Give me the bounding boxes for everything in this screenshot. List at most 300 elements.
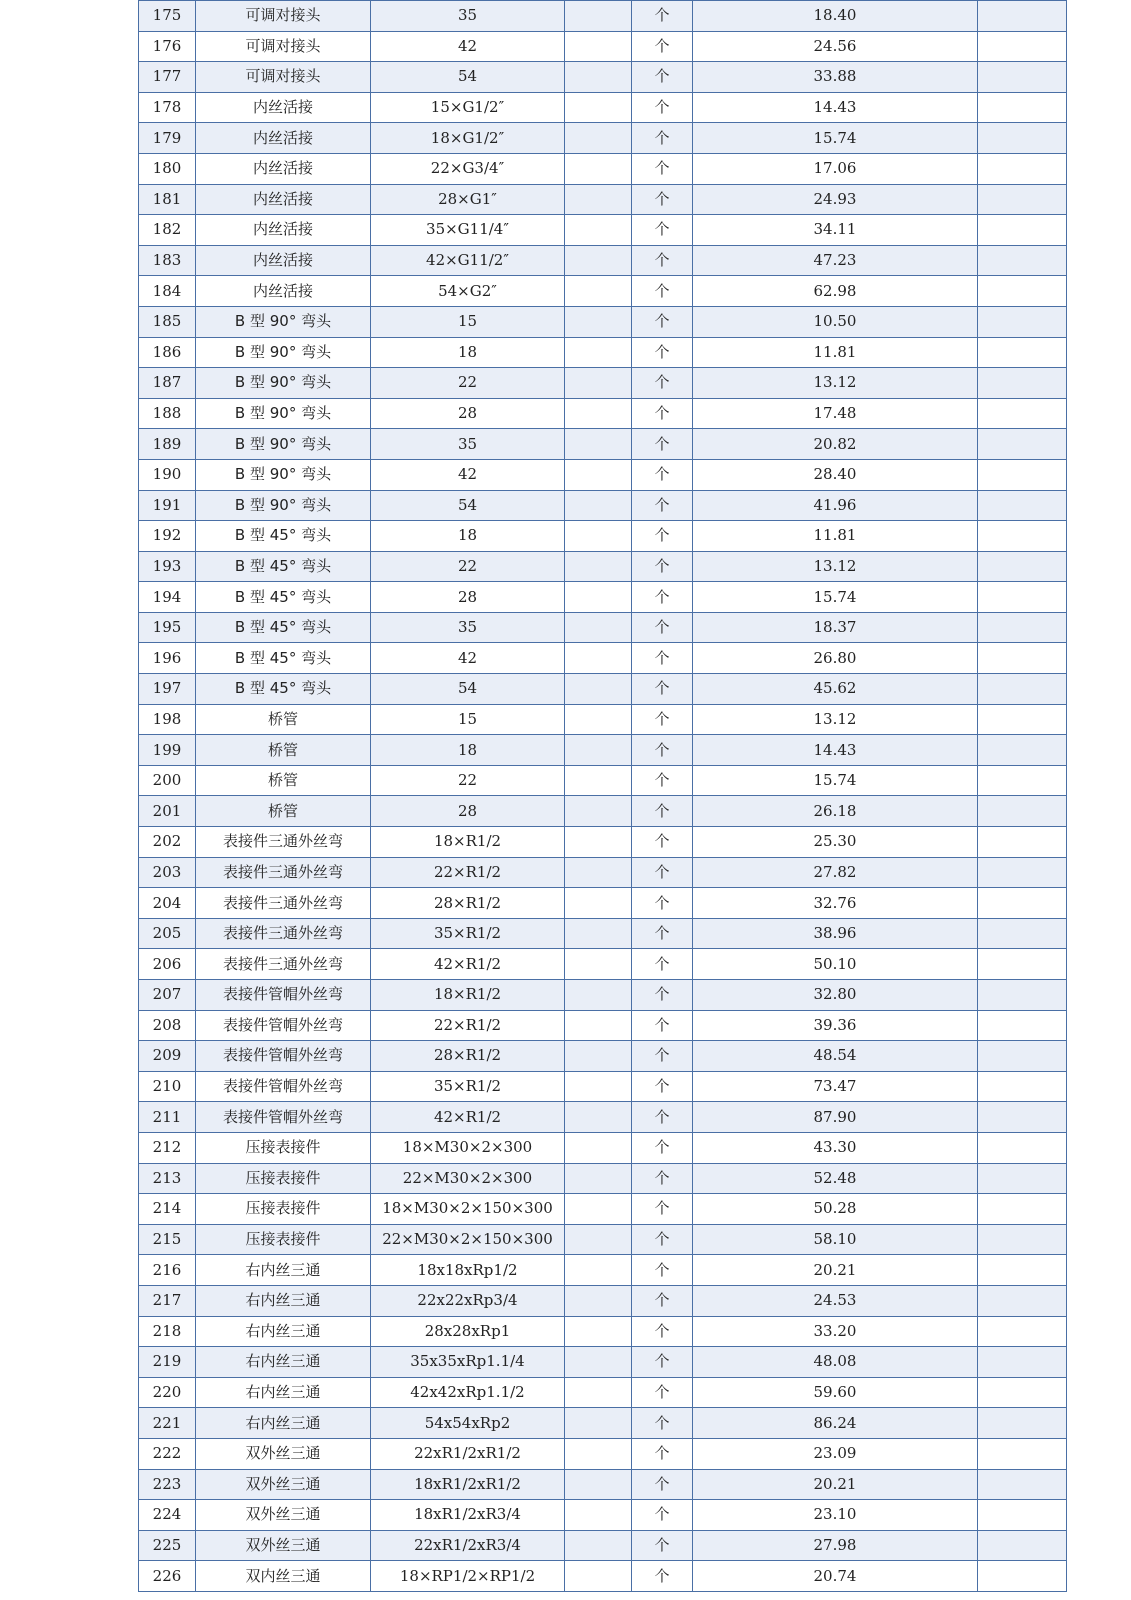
spec-cell: 35 xyxy=(371,429,565,460)
unit-cell: 个 xyxy=(632,398,693,429)
price-cell: 14.43 xyxy=(693,92,978,123)
row-number-cell: 212 xyxy=(139,1132,196,1163)
unit-cell: 个 xyxy=(632,704,693,735)
table-row xyxy=(139,1,1067,32)
unit-cell: 个 xyxy=(632,62,693,93)
item-name-cell: 右内丝三通 xyxy=(196,1285,371,1316)
note-cell xyxy=(978,398,1067,429)
table-row xyxy=(139,62,1067,93)
price-cell: 45.62 xyxy=(693,674,978,705)
unit-cell: 个 xyxy=(632,1132,693,1163)
note-cell xyxy=(978,368,1067,399)
note-cell xyxy=(978,1408,1067,1439)
blank-cell xyxy=(565,796,632,827)
item-name-cell: 双内丝三通 xyxy=(196,1561,371,1592)
table-row xyxy=(139,735,1067,766)
item-name-cell: B 型 90° 弯头 xyxy=(196,306,371,337)
row-number-cell: 187 xyxy=(139,368,196,399)
row-number-cell: 192 xyxy=(139,521,196,552)
item-name-cell: 桥管 xyxy=(196,735,371,766)
unit-cell: 个 xyxy=(632,1163,693,1194)
row-number-cell: 180 xyxy=(139,153,196,184)
table-row xyxy=(139,551,1067,582)
price-cell: 11.81 xyxy=(693,337,978,368)
unit-cell: 个 xyxy=(632,949,693,980)
table-row xyxy=(139,215,1067,246)
row-number-cell: 215 xyxy=(139,1224,196,1255)
table-body xyxy=(139,1,1067,1592)
table-row xyxy=(139,1163,1067,1194)
table-row xyxy=(139,1010,1067,1041)
spec-cell: 22xR1/2xR3/4 xyxy=(371,1530,565,1561)
item-name-cell: 可调对接头 xyxy=(196,62,371,93)
item-name-cell: 桥管 xyxy=(196,796,371,827)
note-cell xyxy=(978,1071,1067,1102)
table-row xyxy=(139,827,1067,858)
note-cell xyxy=(978,1041,1067,1072)
item-name-cell: 右内丝三通 xyxy=(196,1347,371,1378)
table-row xyxy=(139,1224,1067,1255)
price-cell: 17.06 xyxy=(693,153,978,184)
price-cell: 20.82 xyxy=(693,429,978,460)
spec-cell: 35×R1/2 xyxy=(371,1071,565,1102)
blank-cell xyxy=(565,1163,632,1194)
price-cell: 38.96 xyxy=(693,918,978,949)
item-name-cell: 内丝活接 xyxy=(196,245,371,276)
blank-cell xyxy=(565,1347,632,1378)
blank-cell xyxy=(565,918,632,949)
blank-cell xyxy=(565,490,632,521)
row-number-cell: 188 xyxy=(139,398,196,429)
blank-cell xyxy=(565,1132,632,1163)
row-number-cell: 209 xyxy=(139,1041,196,1072)
note-cell xyxy=(978,1561,1067,1592)
row-number-cell: 186 xyxy=(139,337,196,368)
item-name-cell: 内丝活接 xyxy=(196,92,371,123)
note-cell xyxy=(978,1469,1067,1500)
unit-cell: 个 xyxy=(632,1255,693,1286)
row-number-cell: 196 xyxy=(139,643,196,674)
price-cell: 34.11 xyxy=(693,215,978,246)
row-number-cell: 176 xyxy=(139,31,196,62)
table-row xyxy=(139,184,1067,215)
price-cell: 52.48 xyxy=(693,1163,978,1194)
blank-cell xyxy=(565,1438,632,1469)
blank-cell xyxy=(565,215,632,246)
unit-cell: 个 xyxy=(632,674,693,705)
row-number-cell: 208 xyxy=(139,1010,196,1041)
spec-cell: 18×M30×2×150×300 xyxy=(371,1194,565,1225)
unit-cell: 个 xyxy=(632,1194,693,1225)
spec-cell: 54×G2″ xyxy=(371,276,565,307)
price-cell: 15.74 xyxy=(693,123,978,154)
row-number-cell: 198 xyxy=(139,704,196,735)
unit-cell: 个 xyxy=(632,184,693,215)
price-cell: 43.30 xyxy=(693,1132,978,1163)
note-cell xyxy=(978,1163,1067,1194)
unit-cell: 个 xyxy=(632,735,693,766)
item-name-cell: 右内丝三通 xyxy=(196,1377,371,1408)
spec-cell: 35×R1/2 xyxy=(371,918,565,949)
price-cell: 28.40 xyxy=(693,459,978,490)
item-name-cell: 压接表接件 xyxy=(196,1163,371,1194)
table-row xyxy=(139,1347,1067,1378)
price-cell: 32.76 xyxy=(693,888,978,919)
blank-cell xyxy=(565,398,632,429)
blank-cell xyxy=(565,429,632,460)
blank-cell xyxy=(565,245,632,276)
spec-cell: 18xR1/2xR3/4 xyxy=(371,1500,565,1531)
blank-cell xyxy=(565,1194,632,1225)
item-name-cell: 右内丝三通 xyxy=(196,1408,371,1439)
note-cell xyxy=(978,459,1067,490)
item-name-cell: 表接件三通外丝弯 xyxy=(196,949,371,980)
item-name-cell: 内丝活接 xyxy=(196,184,371,215)
row-number-cell: 210 xyxy=(139,1071,196,1102)
price-cell: 10.50 xyxy=(693,306,978,337)
item-name-cell: B 型 45° 弯头 xyxy=(196,551,371,582)
blank-cell xyxy=(565,582,632,613)
price-cell: 50.28 xyxy=(693,1194,978,1225)
unit-cell: 个 xyxy=(632,92,693,123)
note-cell xyxy=(978,949,1067,980)
table-row xyxy=(139,306,1067,337)
spec-cell: 22×M30×2×150×300 xyxy=(371,1224,565,1255)
item-name-cell: 压接表接件 xyxy=(196,1194,371,1225)
row-number-cell: 218 xyxy=(139,1316,196,1347)
blank-cell xyxy=(565,184,632,215)
blank-cell xyxy=(565,92,632,123)
table-row xyxy=(139,1438,1067,1469)
table-row xyxy=(139,612,1067,643)
row-number-cell: 221 xyxy=(139,1408,196,1439)
spec-cell: 28×R1/2 xyxy=(371,1041,565,1072)
unit-cell: 个 xyxy=(632,459,693,490)
table-row xyxy=(139,918,1067,949)
unit-cell: 个 xyxy=(632,276,693,307)
price-cell: 23.10 xyxy=(693,1500,978,1531)
spec-cell: 18 xyxy=(371,735,565,766)
spec-cell: 22x22xRp3/4 xyxy=(371,1285,565,1316)
spec-cell: 15 xyxy=(371,306,565,337)
spec-cell: 28x28xRp1 xyxy=(371,1316,565,1347)
note-cell xyxy=(978,857,1067,888)
item-name-cell: 内丝活接 xyxy=(196,153,371,184)
row-number-cell: 211 xyxy=(139,1102,196,1133)
unit-cell: 个 xyxy=(632,153,693,184)
item-name-cell: 内丝活接 xyxy=(196,123,371,154)
item-name-cell: B 型 45° 弯头 xyxy=(196,612,371,643)
item-name-cell: 表接件三通外丝弯 xyxy=(196,888,371,919)
table-row xyxy=(139,1255,1067,1286)
unit-cell: 个 xyxy=(632,551,693,582)
unit-cell: 个 xyxy=(632,1408,693,1439)
blank-cell xyxy=(565,123,632,154)
item-name-cell: 表接件管帽外丝弯 xyxy=(196,1041,371,1072)
item-name-cell: 桥管 xyxy=(196,765,371,796)
spec-cell: 15×G1/2″ xyxy=(371,92,565,123)
spec-cell: 18×M30×2×300 xyxy=(371,1132,565,1163)
item-name-cell: 表接件管帽外丝弯 xyxy=(196,1010,371,1041)
price-cell: 20.74 xyxy=(693,1561,978,1592)
note-cell xyxy=(978,1010,1067,1041)
price-cell: 18.37 xyxy=(693,612,978,643)
spec-cell: 22 xyxy=(371,368,565,399)
item-name-cell: B 型 45° 弯头 xyxy=(196,674,371,705)
blank-cell xyxy=(565,735,632,766)
item-name-cell: 可调对接头 xyxy=(196,1,371,32)
price-cell: 15.74 xyxy=(693,765,978,796)
spec-cell: 22×R1/2 xyxy=(371,857,565,888)
table-row xyxy=(139,521,1067,552)
unit-cell: 个 xyxy=(632,888,693,919)
item-name-cell: B 型 45° 弯头 xyxy=(196,643,371,674)
table-row xyxy=(139,1285,1067,1316)
spec-cell: 42×G11/2″ xyxy=(371,245,565,276)
table-row xyxy=(139,368,1067,399)
price-cell: 48.08 xyxy=(693,1347,978,1378)
row-number-cell: 207 xyxy=(139,980,196,1011)
price-cell: 24.56 xyxy=(693,31,978,62)
item-name-cell: B 型 45° 弯头 xyxy=(196,521,371,552)
row-number-cell: 182 xyxy=(139,215,196,246)
table-row xyxy=(139,1469,1067,1500)
table-row xyxy=(139,1561,1067,1592)
row-number-cell: 223 xyxy=(139,1469,196,1500)
note-cell xyxy=(978,551,1067,582)
spec-cell: 54 xyxy=(371,674,565,705)
blank-cell xyxy=(565,1469,632,1500)
item-name-cell: 桥管 xyxy=(196,704,371,735)
note-cell xyxy=(978,674,1067,705)
table-row xyxy=(139,490,1067,521)
blank-cell xyxy=(565,31,632,62)
unit-cell: 个 xyxy=(632,1285,693,1316)
table-row xyxy=(139,796,1067,827)
table-row xyxy=(139,643,1067,674)
item-name-cell: 双外丝三通 xyxy=(196,1530,371,1561)
item-name-cell: B 型 90° 弯头 xyxy=(196,459,371,490)
spec-cell: 22×G3/4″ xyxy=(371,153,565,184)
note-cell xyxy=(978,306,1067,337)
row-number-cell: 175 xyxy=(139,1,196,32)
blank-cell xyxy=(565,704,632,735)
price-cell: 27.82 xyxy=(693,857,978,888)
blank-cell xyxy=(565,368,632,399)
table-row xyxy=(139,1041,1067,1072)
note-cell xyxy=(978,765,1067,796)
unit-cell: 个 xyxy=(632,857,693,888)
unit-cell: 个 xyxy=(632,918,693,949)
item-name-cell: 右内丝三通 xyxy=(196,1255,371,1286)
row-number-cell: 200 xyxy=(139,765,196,796)
item-name-cell: B 型 45° 弯头 xyxy=(196,582,371,613)
blank-cell xyxy=(565,1408,632,1439)
item-name-cell: B 型 90° 弯头 xyxy=(196,490,371,521)
unit-cell: 个 xyxy=(632,1041,693,1072)
blank-cell xyxy=(565,153,632,184)
note-cell xyxy=(978,704,1067,735)
table-row xyxy=(139,459,1067,490)
price-cell: 48.54 xyxy=(693,1041,978,1072)
price-cell: 13.12 xyxy=(693,551,978,582)
row-number-cell: 202 xyxy=(139,827,196,858)
price-cell: 39.36 xyxy=(693,1010,978,1041)
blank-cell xyxy=(565,674,632,705)
item-name-cell: 压接表接件 xyxy=(196,1224,371,1255)
blank-cell xyxy=(565,980,632,1011)
unit-cell: 个 xyxy=(632,1010,693,1041)
unit-cell: 个 xyxy=(632,337,693,368)
unit-cell: 个 xyxy=(632,31,693,62)
item-name-cell: 表接件三通外丝弯 xyxy=(196,857,371,888)
row-number-cell: 222 xyxy=(139,1438,196,1469)
item-name-cell: 表接件三通外丝弯 xyxy=(196,918,371,949)
table-row xyxy=(139,949,1067,980)
unit-cell: 个 xyxy=(632,796,693,827)
unit-cell: 个 xyxy=(632,490,693,521)
spec-cell: 18x18xRp1/2 xyxy=(371,1255,565,1286)
note-cell xyxy=(978,1132,1067,1163)
price-cell: 50.10 xyxy=(693,949,978,980)
price-cell: 73.47 xyxy=(693,1071,978,1102)
blank-cell xyxy=(565,1071,632,1102)
table-row xyxy=(139,857,1067,888)
price-cell: 87.90 xyxy=(693,1102,978,1133)
spec-cell: 42×R1/2 xyxy=(371,949,565,980)
unit-cell: 个 xyxy=(632,1347,693,1378)
item-name-cell: 内丝活接 xyxy=(196,215,371,246)
table-row xyxy=(139,153,1067,184)
row-number-cell: 189 xyxy=(139,429,196,460)
note-cell xyxy=(978,215,1067,246)
blank-cell xyxy=(565,1500,632,1531)
table-row xyxy=(139,674,1067,705)
item-name-cell: B 型 90° 弯头 xyxy=(196,429,371,460)
spec-cell: 18×G1/2″ xyxy=(371,123,565,154)
note-cell xyxy=(978,245,1067,276)
unit-cell: 个 xyxy=(632,643,693,674)
note-cell xyxy=(978,796,1067,827)
blank-cell xyxy=(565,1102,632,1133)
row-number-cell: 193 xyxy=(139,551,196,582)
spec-cell: 18xR1/2xR1/2 xyxy=(371,1469,565,1500)
note-cell xyxy=(978,31,1067,62)
note-cell xyxy=(978,735,1067,766)
note-cell xyxy=(978,62,1067,93)
spec-cell: 28 xyxy=(371,582,565,613)
item-name-cell: 表接件管帽外丝弯 xyxy=(196,980,371,1011)
row-number-cell: 226 xyxy=(139,1561,196,1592)
blank-cell xyxy=(565,643,632,674)
table-row xyxy=(139,1377,1067,1408)
blank-cell xyxy=(565,459,632,490)
price-cell: 26.80 xyxy=(693,643,978,674)
row-number-cell: 213 xyxy=(139,1163,196,1194)
blank-cell xyxy=(565,306,632,337)
price-cell: 26.18 xyxy=(693,796,978,827)
spec-cell: 15 xyxy=(371,704,565,735)
note-cell xyxy=(978,1224,1067,1255)
note-cell xyxy=(978,153,1067,184)
row-number-cell: 191 xyxy=(139,490,196,521)
unit-cell: 个 xyxy=(632,368,693,399)
note-cell xyxy=(978,92,1067,123)
spec-cell: 28 xyxy=(371,398,565,429)
item-name-cell: 表接件三通外丝弯 xyxy=(196,827,371,858)
blank-cell xyxy=(565,765,632,796)
unit-cell: 个 xyxy=(632,1071,693,1102)
spec-cell: 18×R1/2 xyxy=(371,827,565,858)
row-number-cell: 185 xyxy=(139,306,196,337)
unit-cell: 个 xyxy=(632,429,693,460)
price-cell: 18.40 xyxy=(693,1,978,32)
note-cell xyxy=(978,1255,1067,1286)
price-cell: 17.48 xyxy=(693,398,978,429)
price-cell: 32.80 xyxy=(693,980,978,1011)
unit-cell: 个 xyxy=(632,1102,693,1133)
row-number-cell: 179 xyxy=(139,123,196,154)
row-number-cell: 203 xyxy=(139,857,196,888)
spec-cell: 22×M30×2×300 xyxy=(371,1163,565,1194)
table-row xyxy=(139,582,1067,613)
table-row xyxy=(139,888,1067,919)
note-cell xyxy=(978,1102,1067,1133)
blank-cell xyxy=(565,1255,632,1286)
unit-cell: 个 xyxy=(632,1561,693,1592)
row-number-cell: 199 xyxy=(139,735,196,766)
blank-cell xyxy=(565,551,632,582)
blank-cell xyxy=(565,1561,632,1592)
price-cell: 11.81 xyxy=(693,521,978,552)
blank-cell xyxy=(565,827,632,858)
price-cell: 33.20 xyxy=(693,1316,978,1347)
blank-cell xyxy=(565,949,632,980)
price-cell: 13.12 xyxy=(693,368,978,399)
table-row xyxy=(139,1194,1067,1225)
unit-cell: 个 xyxy=(632,123,693,154)
price-cell: 62.98 xyxy=(693,276,978,307)
spec-cell: 35×G11/4″ xyxy=(371,215,565,246)
spec-cell: 35x35xRp1.1/4 xyxy=(371,1347,565,1378)
price-cell: 20.21 xyxy=(693,1469,978,1500)
row-number-cell: 216 xyxy=(139,1255,196,1286)
row-number-cell: 205 xyxy=(139,918,196,949)
price-cell: 24.93 xyxy=(693,184,978,215)
table-row xyxy=(139,1500,1067,1531)
unit-cell: 个 xyxy=(632,1469,693,1500)
unit-cell: 个 xyxy=(632,827,693,858)
spec-cell: 22×R1/2 xyxy=(371,1010,565,1041)
row-number-cell: 204 xyxy=(139,888,196,919)
note-cell xyxy=(978,1347,1067,1378)
price-cell: 24.53 xyxy=(693,1285,978,1316)
row-number-cell: 181 xyxy=(139,184,196,215)
spec-cell: 42 xyxy=(371,31,565,62)
row-number-cell: 190 xyxy=(139,459,196,490)
table-row xyxy=(139,704,1067,735)
blank-cell xyxy=(565,276,632,307)
price-cell: 33.88 xyxy=(693,62,978,93)
spec-cell: 22 xyxy=(371,551,565,582)
row-number-cell: 220 xyxy=(139,1377,196,1408)
row-number-cell: 183 xyxy=(139,245,196,276)
table-row xyxy=(139,1102,1067,1133)
row-number-cell: 177 xyxy=(139,62,196,93)
row-number-cell: 194 xyxy=(139,582,196,613)
blank-cell xyxy=(565,888,632,919)
note-cell xyxy=(978,1530,1067,1561)
